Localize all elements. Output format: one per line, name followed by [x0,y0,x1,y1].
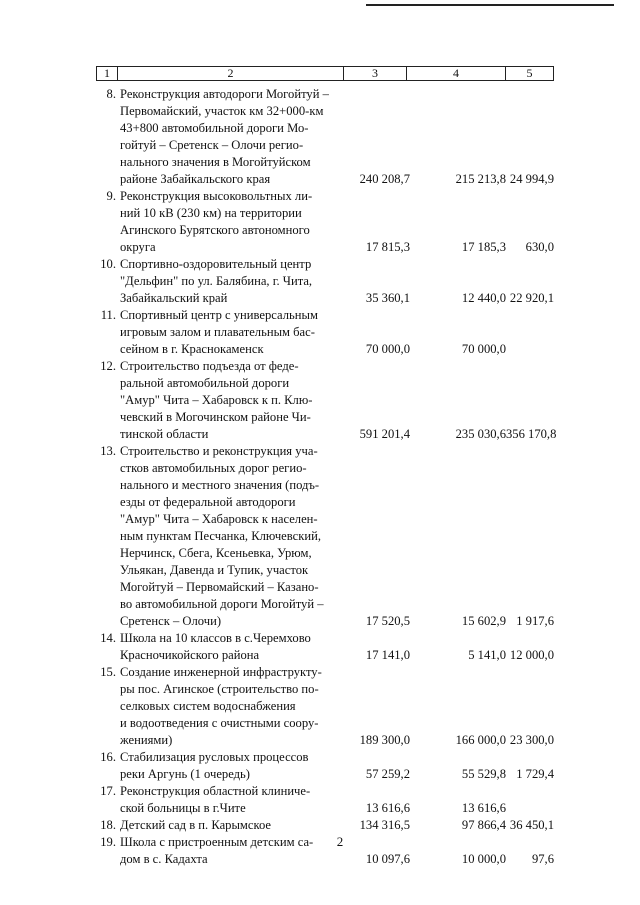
description-line: чевский в Могочинском районе Чи- [120,410,311,424]
row-description [120,783,348,817]
description-line: реки Аргунь (1 очередь) [120,767,250,781]
federal-value: 215 213,8 [455,172,506,186]
description-line: Реконструкция областной клиниче- [120,784,311,798]
description-line: во автомобильной дороги Могойтуй – [120,597,324,611]
description-line: "Амур" Чита – Хабаровск к п. Клю- [120,393,313,407]
description-line: дом в с. Кадахта [120,852,208,866]
table-row [96,443,554,630]
description-line: стков автомобильных дорог регио- [120,461,307,475]
row-number: 9. [106,189,116,203]
table-row [96,749,554,783]
total-value: 17 520,5 [365,614,410,628]
total-value: 189 300,0 [359,733,410,747]
other-value: 36 450,1 [509,818,554,832]
total-value: 57 259,2 [365,767,410,781]
description-line: ний 10 кВ (230 км) на территории [120,206,302,220]
row-number: 11. [100,308,116,322]
row-description [120,630,348,664]
other-value: 1 729,4 [516,767,554,781]
federal-value: 13 616,6 [461,801,506,815]
description-line: округа [120,240,156,254]
table-row [96,783,554,817]
federal-value: 12 440,0 [461,291,506,305]
row-number: 14. [100,631,116,645]
description-line: "Дельфин" по ул. Балябина, г. Чита, [120,274,313,288]
description-line: 43+800 автомобильной дороги Мо- [120,121,309,135]
page-number: 2 [336,834,344,849]
federal-value: 235 030,6 [455,427,506,441]
description-line: "Амур" Чита – Хабаровск к населен- [120,512,318,526]
row-number: 16. [100,750,116,764]
total-value: 13 616,6 [365,801,410,815]
description-line: Строительство подъезда от феде- [120,359,299,373]
description-line: сейном в г. Краснокаменск [120,342,264,356]
description-line: Стабилизация русловых процессов [120,750,309,764]
description-line: Могойтуй – Первомайский – Казано- [120,580,319,594]
description-line: Школа с пристроенным детским са- [120,835,314,849]
row-description [120,358,348,443]
other-value: 356 170,8 [506,427,557,441]
description-line: Красночикойского района [120,648,260,662]
description-line: Строительство и реконструкция уча- [120,444,318,458]
row-description [120,443,348,630]
table-row [96,358,557,443]
description-line: нального значения в Могойтуйском [120,155,311,169]
total-value: 70 000,0 [365,342,410,356]
other-value: 22 920,1 [509,291,554,305]
table-row [96,86,554,188]
table-row [96,188,554,256]
total-value: 134 316,5 [359,818,410,832]
description-line: ральной автомобильной дороги [120,376,290,390]
row-number: 19. [100,835,116,849]
description-line: Детский сад в п. Карымское [120,818,272,832]
description-line: ным пунктам Песчанка, Ключевский, [120,529,321,543]
row-number: 13. [100,444,116,458]
description-line: Реконструкция автодороги Могойтуй – [120,87,329,101]
table-row [96,630,554,664]
total-value: 17 815,3 [365,240,410,254]
row-description [120,664,348,749]
budget-table [96,66,557,868]
description-line: Забайкальский край [120,291,228,305]
row-number: 18. [100,818,116,832]
description-line: Сретенск – Олочи) [120,614,222,628]
other-value: 23 300,0 [509,733,554,747]
description-line: Агинского Бурятского автономного [120,223,310,237]
total-value: 591 201,4 [359,427,410,441]
description-line: гойтуй – Сретенск – Олочи регио- [120,138,304,152]
row-description [120,307,348,358]
table-body [96,86,557,868]
row-description [120,256,348,307]
description-line: Школа на 10 классов в с.Черемхово [120,631,311,645]
row-description [120,749,348,783]
other-value: 24 994,9 [509,172,554,186]
description-line: Спортивный центр с универсальным [120,308,318,322]
other-value: 97,6 [531,852,554,866]
row-number: 10. [100,257,116,271]
description-line: езды от федеральной автодороги [120,495,296,509]
description-line: жениями) [120,733,173,747]
federal-value: 15 602,9 [461,614,506,628]
other-value: 630,0 [525,240,554,254]
header-col-1: 1 [104,66,110,80]
description-line: нального и местного значения (подъ- [120,478,320,492]
description-line: тинской области [120,427,209,441]
top-rule [366,4,614,6]
description-line: районе Забайкальского края [120,172,271,186]
row-number: 15. [100,665,116,679]
description-line: селковых систем водоснабжения [120,699,296,713]
total-value: 17 141,0 [365,648,410,662]
row-description [120,817,348,834]
other-value: 12 000,0 [509,648,554,662]
total-value: 35 360,1 [365,291,410,305]
description-line: Ульякан, Давенда и Тупик, участок [120,563,309,577]
other-value: 1 917,6 [516,614,554,628]
table-row [96,817,554,834]
row-description [120,834,348,868]
row-number: 12. [100,359,116,373]
row-description [120,86,348,188]
federal-value: 5 141,0 [468,648,506,662]
description-line: ры пос. Агинское (строительство по- [120,682,319,696]
description-line: Реконструкция высоковольтных ли- [120,189,313,203]
federal-value: 70 000,0 [461,342,506,356]
federal-value: 97 866,4 [461,818,506,832]
description-line: Создание инженерной инфраструкту- [120,665,322,679]
table-row [96,256,554,307]
federal-value: 166 000,0 [455,733,506,747]
federal-value: 55 529,8 [461,767,506,781]
row-number: 8. [106,87,116,101]
description-line: игровым залом и плавательным бас- [120,325,315,339]
header-col-2: 2 [227,66,234,80]
description-line: Нерчинск, Сбега, Ксеньевка, Урюм, [120,546,312,560]
table-row [96,664,554,749]
federal-value: 10 000,0 [461,852,506,866]
description-line: ской больницы в г.Чите [120,801,246,815]
description-line: Спортивно-оздоровительный центр [120,257,312,271]
table-row [96,307,554,358]
description-line: Первомайский, участок км 32+000-км [120,104,324,118]
row-description [120,188,348,256]
federal-value: 17 185,3 [461,240,506,254]
table-row [96,834,554,868]
header-col-5: 5 [526,66,533,80]
row-number: 17. [100,784,116,798]
total-value: 240 208,7 [359,172,410,186]
description-line: и водоотведения с очистными соору- [120,716,319,730]
header-col-3: 3 [372,66,378,80]
table-header-row [96,66,554,81]
header-col-4: 4 [453,66,459,80]
total-value: 10 097,6 [365,852,410,866]
